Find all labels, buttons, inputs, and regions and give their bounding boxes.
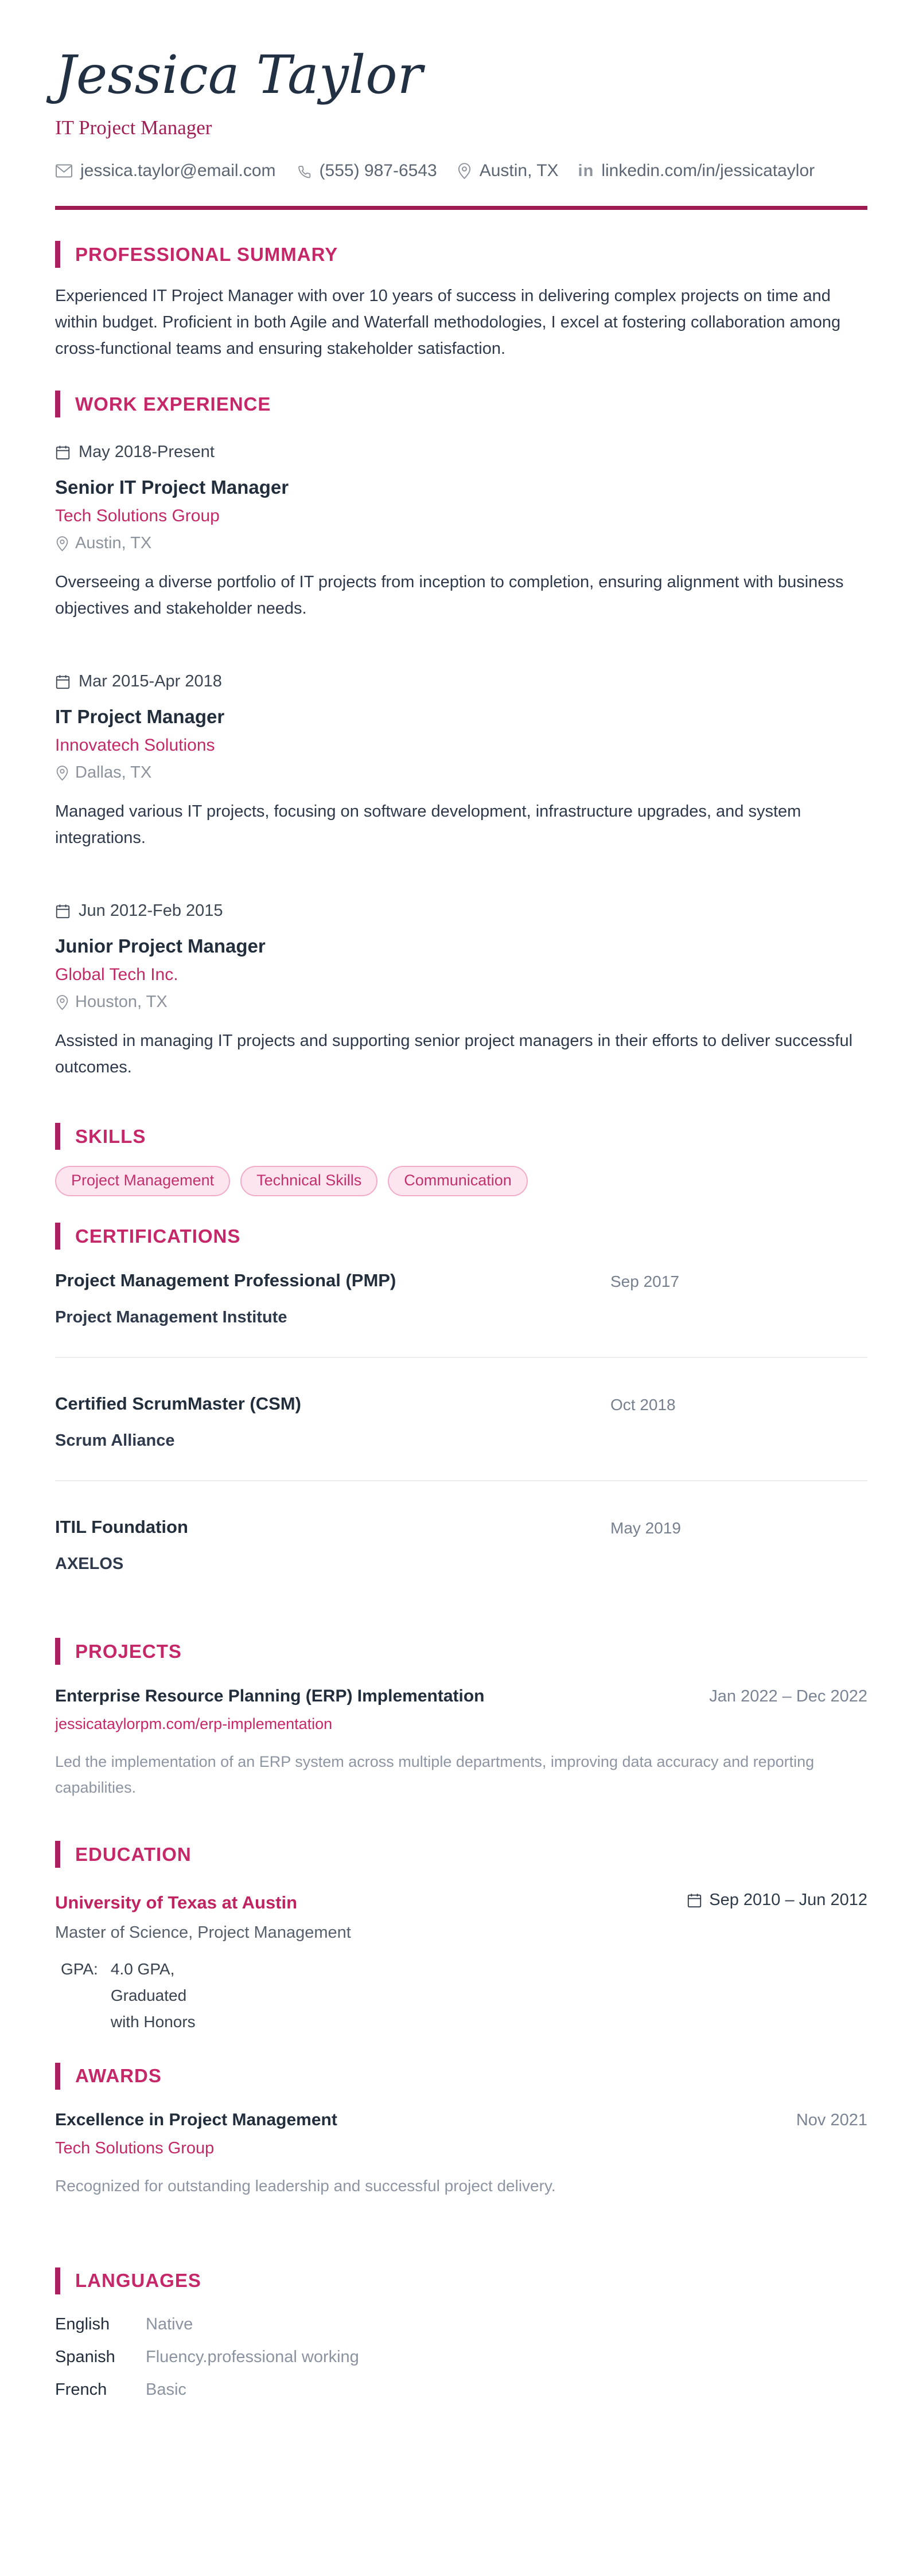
resume-header — [55, 46, 867, 210]
section-professional-summary — [55, 241, 867, 362]
contact-phone-text: (555) 987-6543 — [319, 161, 437, 181]
skill-pill: Technical Skills — [240, 1166, 377, 1196]
job-title: Senior IT Project Manager — [55, 477, 289, 498]
job-location — [55, 993, 867, 1012]
project-title-row — [55, 1687, 867, 1706]
contact-linkedin[interactable] — [578, 161, 815, 181]
contact-email[interactable] — [55, 161, 276, 181]
certification-divider — [55, 1357, 867, 1358]
contact-linkedin-text: linkedin.com/in/jessicataylor — [601, 161, 815, 181]
job-location-text: Dallas, TX — [75, 763, 152, 782]
contact-location — [457, 161, 559, 181]
education-dates — [687, 1891, 867, 1910]
award-name: Excellence in Project Management — [55, 2110, 337, 2129]
job-location-text: Houston, TX — [75, 993, 168, 1012]
certification-main — [55, 1270, 610, 1327]
certification-divider — [55, 1480, 867, 1481]
certification-entry — [55, 1394, 867, 1450]
certifications-heading — [55, 1223, 867, 1250]
location-pin-icon — [55, 994, 69, 1010]
candidate-name: Jessica Taylor — [55, 44, 423, 106]
certification-name: ITIL Foundation — [55, 1517, 188, 1537]
language-level: Basic — [146, 2380, 186, 2399]
summary-heading — [55, 241, 867, 268]
heading-accent-bar — [55, 1123, 60, 1150]
job-entry — [55, 443, 867, 622]
location-pin-icon — [55, 536, 69, 552]
heading-accent-bar — [55, 2063, 60, 2090]
awards-heading-text: AWARDS — [75, 2065, 162, 2087]
skill-pill: Communication — [388, 1166, 528, 1196]
language-level: Fluency.professional working — [146, 2347, 359, 2366]
phone-icon — [295, 163, 312, 179]
mail-icon — [55, 163, 73, 178]
heading-accent-bar — [55, 391, 60, 417]
certification-entry — [55, 1270, 867, 1327]
projects-heading-text: PROJECTS — [75, 1640, 182, 1662]
summary-heading-text: PROFESSIONAL SUMMARY — [75, 243, 338, 265]
section-projects — [55, 1638, 867, 1801]
language-name: French — [55, 2380, 107, 2399]
project-description: Led the implementation of an ERP system across multiple departments, improving data accuracy and reporting capabilities. — [55, 1753, 815, 1797]
heading-accent-bar — [55, 241, 60, 268]
certification-main — [55, 1517, 610, 1574]
header-divider-rule — [55, 206, 867, 210]
education-school: University of Texas at Austin — [55, 1892, 298, 1913]
certification-entry — [55, 1517, 867, 1574]
skills-heading-text: SKILLS — [75, 1125, 146, 1147]
job-company: Innovatech Solutions — [55, 736, 215, 755]
section-skills — [55, 1123, 867, 1196]
location-pin-icon — [55, 765, 69, 781]
certification-issuer: Project Management Institute — [55, 1308, 287, 1327]
language-row — [55, 2315, 867, 2334]
calendar-icon — [55, 674, 71, 690]
certification-name: Certified ScrumMaster (CSM) — [55, 1394, 301, 1414]
heading-accent-bar — [55, 1841, 60, 1868]
projects-heading — [55, 1638, 867, 1665]
skill-pill: Project Management — [55, 1166, 230, 1196]
language-row — [55, 2380, 867, 2399]
language-row — [55, 2348, 867, 2367]
job-dates-text: Jun 2012-Feb 2015 — [79, 901, 223, 920]
job-company: Tech Solutions Group — [55, 506, 220, 526]
award-title-row — [55, 2110, 867, 2130]
heading-accent-bar — [55, 1223, 60, 1250]
certification-date: Sep 2017 — [610, 1273, 679, 1291]
job-location — [55, 534, 867, 553]
gpa-value — [111, 1956, 196, 2035]
job-dates-text: May 2018-Present — [79, 443, 215, 462]
job-title: IT Project Manager — [55, 706, 225, 728]
calendar-icon — [55, 444, 71, 460]
certification-name: Project Management Professional (PMP) — [55, 1270, 396, 1291]
certification-date: Oct 2018 — [610, 1396, 676, 1414]
education-heading — [55, 1841, 867, 1868]
section-languages — [55, 2267, 867, 2399]
project-dates: Jan 2022 – Dec 2022 — [709, 1687, 867, 1706]
job-dates — [55, 672, 867, 691]
calendar-icon — [687, 1892, 702, 1908]
calendar-icon — [55, 903, 71, 919]
location-pin-icon — [457, 162, 472, 179]
job-entry — [55, 901, 867, 1080]
education-degree: Master of Science, Project Management — [55, 1923, 351, 1942]
language-name: English — [55, 2315, 110, 2333]
contact-email-text: jessica.taylor@email.com — [80, 161, 276, 181]
contact-phone[interactable] — [295, 161, 437, 181]
education-entry — [55, 1891, 867, 2035]
project-name: Enterprise Resource Planning (ERP) Implementation — [55, 1687, 485, 1706]
job-location-text: Austin, TX — [75, 534, 152, 553]
candidate-title: IT Project Manager — [55, 116, 212, 139]
linkedin-icon: in — [578, 161, 594, 180]
award-entry — [55, 2110, 867, 2199]
languages-heading — [55, 2267, 867, 2294]
education-title-row — [55, 1891, 867, 1913]
gpa-line: with Honors — [110, 2012, 196, 2031]
education-dates-text: Sep 2010 – Jun 2012 — [709, 1891, 867, 1910]
job-dates — [55, 443, 867, 462]
gpa-label: GPA: — [61, 1960, 98, 1978]
education-gpa — [55, 1956, 867, 2035]
work-experience-heading — [55, 391, 867, 417]
awards-heading — [55, 2063, 867, 2090]
work-experience-heading-text: WORK EXPERIENCE — [75, 393, 271, 415]
section-awards — [55, 2063, 867, 2199]
project-link[interactable]: jessicataylorpm.com/erp-implementation — [55, 1715, 333, 1733]
languages-heading-text: LANGUAGES — [75, 2270, 201, 2292]
certification-date: May 2019 — [610, 1519, 681, 1537]
section-certifications — [55, 1223, 867, 1574]
job-dates-text: Mar 2015-Apr 2018 — [79, 672, 222, 691]
certification-issuer: Scrum Alliance — [55, 1431, 175, 1450]
job-title: Junior Project Manager — [55, 935, 266, 957]
job-description: Overseeing a diverse portfolio of IT projects from inception to completion, ensuring alignment with business objectives and stakeholder needs. — [55, 573, 844, 618]
contact-location-text: Austin, TX — [479, 161, 559, 181]
job-company: Global Tech Inc. — [55, 965, 178, 985]
skills-list — [55, 1166, 867, 1196]
job-location — [55, 763, 867, 782]
language-level: Native — [146, 2315, 193, 2333]
language-name: Spanish — [55, 2347, 115, 2366]
education-heading-text: EDUCATION — [75, 1843, 192, 1865]
job-entry — [55, 672, 867, 851]
languages-list — [55, 2315, 867, 2399]
award-description: Recognized for outstanding leadership and successful project delivery. — [55, 2176, 556, 2195]
gpa-line: 4.0 GPA, — [110, 1960, 175, 1978]
heading-accent-bar — [55, 2267, 60, 2294]
project-entry — [55, 1687, 867, 1801]
award-issuer: Tech Solutions Group — [55, 2138, 215, 2157]
section-education — [55, 1841, 867, 2035]
certification-main — [55, 1394, 610, 1450]
contact-row — [55, 161, 867, 181]
job-dates — [55, 901, 867, 920]
summary-text: Experienced IT Project Manager with over 10 years of success in delivering complex projects on time and within budget. Proficient in both Agile and Waterfall methodologies, I excel at fostering collaboration among cross-functional teams and ensuring stakeholder satisfaction. — [55, 287, 841, 358]
job-description: Managed various IT projects, focusing on software development, infrastructure upgrades, and system integrations. — [55, 802, 801, 848]
certifications-heading-text: CERTIFICATIONS — [75, 1225, 241, 1247]
certification-issuer: AXELOS — [55, 1555, 124, 1574]
skills-heading — [55, 1123, 867, 1150]
award-date: Nov 2021 — [796, 2110, 867, 2129]
section-work-experience — [55, 391, 867, 1080]
heading-accent-bar — [55, 1638, 60, 1665]
gpa-line: Graduated — [110, 1986, 187, 2004]
job-description: Assisted in managing IT projects and supporting senior project managers in their efforts to deliver successful outcomes. — [55, 1032, 853, 1077]
